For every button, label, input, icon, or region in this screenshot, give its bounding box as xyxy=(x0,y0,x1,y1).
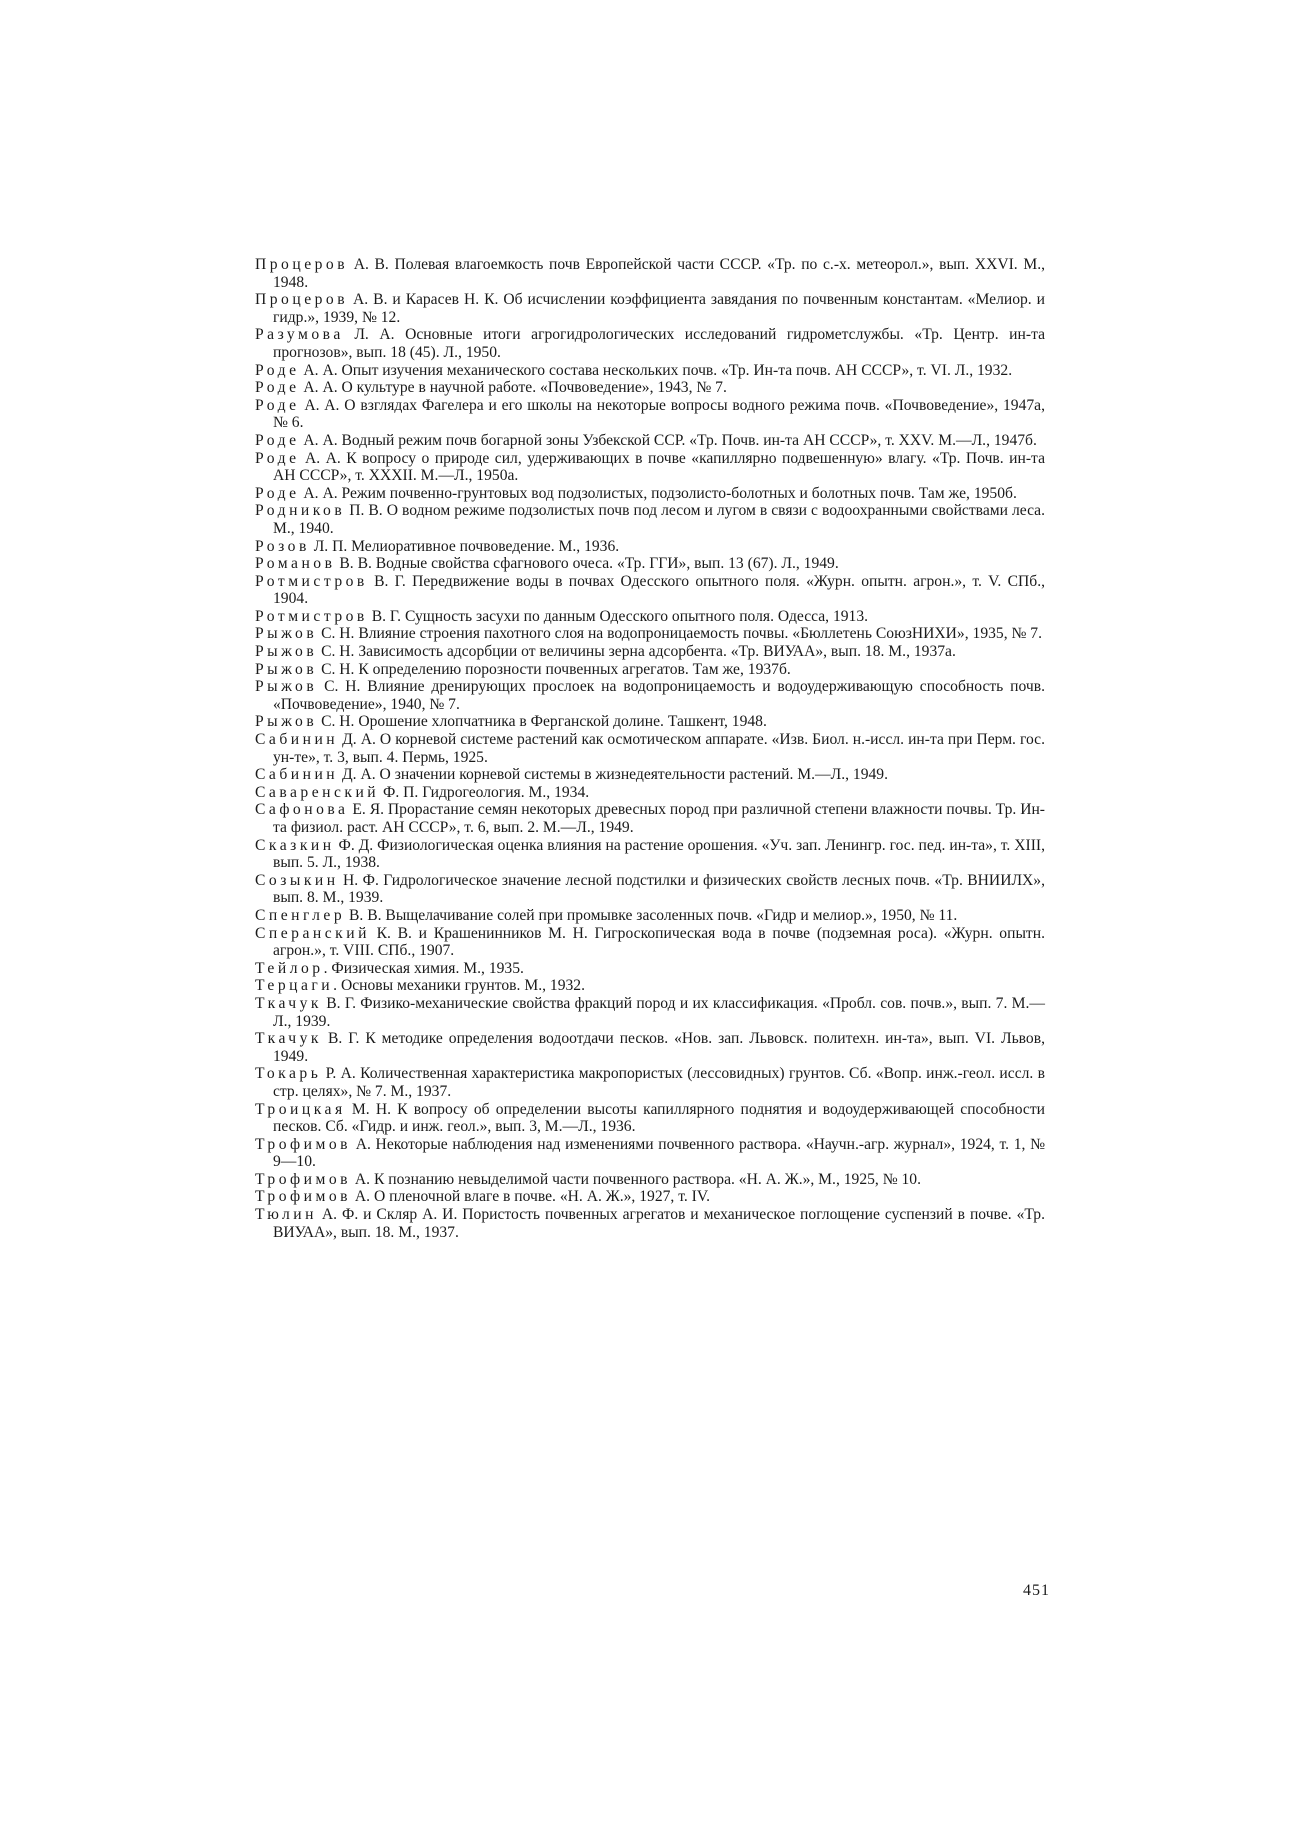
bibliography-entry xyxy=(255,1206,1045,1241)
entry-details: В. В. Водные свойства сфагнового очеса. «Тр. ГГИ», вып. 13 (67). Л., 1949. xyxy=(335,555,839,573)
bibliography-entry xyxy=(255,1030,1045,1065)
bibliography-entry xyxy=(255,326,1045,361)
entry-author: Роде xyxy=(255,396,300,414)
bibliography-entry xyxy=(255,485,1045,503)
bibliography-entry xyxy=(255,1101,1045,1136)
entry-details: В. Г. Физико-механические свойства фракций пород и их классификация. «Пробл. сов. почв.», вып. 7. М.—Л., 1939. xyxy=(273,994,1045,1030)
entry-author: Рыжов xyxy=(255,643,318,661)
entry-details: С. Н. Орошение хлопчатника в Ферганской долине. Ташкент, 1948. xyxy=(317,713,767,731)
entry-author: Родников xyxy=(255,502,346,520)
entry-author: Роде xyxy=(255,361,300,379)
entry-author: Трофимов xyxy=(255,1135,352,1153)
bibliography-entry xyxy=(255,960,1045,978)
entry-author: Рыжов xyxy=(255,678,318,696)
entry-details: . Основы механики грунтов. М., 1932. xyxy=(333,977,585,995)
entry-details: А. А. О взглядах Фагелера и его школы на некоторые вопросы водного режима почв. «Почвоведение», 1947а, № 6. xyxy=(273,396,1045,432)
entry-details: С. Н. Зависимость адсорбции от величины зерна адсорбента. «Тр. ВИУАА», вып. 18. М., 1937а. xyxy=(317,643,956,661)
bibliography-entry xyxy=(255,379,1045,397)
bibliography-entry xyxy=(255,1171,1045,1189)
bibliography-entry xyxy=(255,625,1045,643)
bibliography-entry xyxy=(255,256,1045,291)
bibliography-entry xyxy=(255,555,1045,573)
entry-author: Саваренский xyxy=(255,783,380,801)
entry-details: А. Некоторые наблюдения над изменениями почвенного раствора. «Научн.-агр. журнал», 1924, т. 1, № 9—10. xyxy=(273,1135,1045,1171)
entry-details: С. Н. Влияние дренирующих прослоек на водопроницаемость и водоудерживающую способность почв. «Почвоведение», 1940, № 7. xyxy=(273,678,1045,713)
entry-author: Созыкин xyxy=(255,871,339,889)
entry-author: Троицкая xyxy=(255,1100,346,1118)
entry-author: Сабинин xyxy=(255,731,339,749)
bibliography-entry xyxy=(255,995,1045,1030)
bibliography-entry xyxy=(255,678,1045,713)
entry-details: А. А. Режим почвенно-грунтовых вод подзолистых, подзолисто-болотных и болотных почв. Там же, 1950б. xyxy=(299,484,1017,502)
entry-details: А. Ф. и Скляр А. И. Пористость почвенных агрегатов и механическое поглощение суспензий в почве. «Тр. ВИУАА», вып. 18. М., 1937. xyxy=(273,1206,1045,1241)
bibliography-entry xyxy=(255,538,1045,556)
entry-details: П. В. О водном режиме подзолистых почв под лесом и лугом в связи с водоохранными свойствами леса. М., 1940. xyxy=(273,502,1045,537)
bibliography-entry xyxy=(255,872,1045,907)
bibliography-entry xyxy=(255,1188,1045,1206)
entry-author: Тюлин xyxy=(255,1206,317,1224)
entry-author: Рыжов xyxy=(255,713,318,731)
bibliography-entry xyxy=(255,502,1045,537)
entry-author: Разумова xyxy=(255,326,344,344)
entry-author: Ткачук xyxy=(255,1030,322,1048)
entry-details: Л. А. Основные итоги агрогидрологических исследований гидрометслужбы. «Тр. Центр. ин-та прогнозов», вып. 18 (45). Л., 1950. xyxy=(273,326,1045,361)
bibliography-entry xyxy=(255,801,1045,836)
entry-author: Трофимов xyxy=(255,1188,352,1206)
bibliography-entry xyxy=(255,643,1045,661)
bibliography-entry xyxy=(255,784,1045,802)
entry-details: А. А. О культуре в научной работе. «Почвоведение», 1943, № 7. xyxy=(299,379,727,397)
entry-author: Романов xyxy=(255,555,336,573)
entry-details: Д. А. О корневой системе растений как осмотическом аппарате. «Изв. Биол. н.-иссл. ин-та при Перм. гос. ун-те», т. 3, вып. 4. Пермь, 1925. xyxy=(273,731,1045,766)
entry-author: Сафонова xyxy=(255,801,349,819)
bibliography-entry xyxy=(255,907,1045,925)
entry-details: Ф. П. Гидрогеология. М., 1934. xyxy=(379,783,590,801)
entry-author: Токарь xyxy=(255,1065,322,1083)
entry-details: Н. Ф. Гидрологическое значение лесной подстилки и физических свойств лесных почв. «Тр. ВНИИЛХ», вып. 8. М., 1939. xyxy=(273,871,1045,907)
entry-details: Р. А. Количественная характеристика макропористых (лессовидных) грунтов. Сб. «Вопр. инж.-геол. иссл. в стр. целях», № 7. М., 1937. xyxy=(273,1065,1045,1100)
entry-details: Л. П. Мелиоративное почвоведение. М., 1936. xyxy=(309,537,620,555)
bibliography-entry xyxy=(255,661,1045,679)
entry-author: Процеров xyxy=(255,256,349,273)
bibliography-entry xyxy=(255,977,1045,995)
entry-author: Процеров xyxy=(255,291,349,309)
bibliography-entry xyxy=(255,291,1045,326)
entry-author: Тейлор xyxy=(255,959,324,977)
entry-details: . Физическая химия. М., 1935. xyxy=(323,959,524,977)
bibliography-entry xyxy=(255,925,1045,960)
entry-details: Ф. Д. Физиологическая оценка влияния на растение орошения. «Уч. зап. Ленингр. гос. пед. ин-та», т. XIII, вып. 5. Л., 1938. xyxy=(273,836,1045,872)
bibliography-entry xyxy=(255,432,1045,450)
entry-details: С. Н. Влияние строения пахотного слоя на водопроницаемость почвы. «Бюллетень СоюзНИХИ», 1935, № 7. xyxy=(317,625,1042,643)
entry-author: Роде xyxy=(255,431,300,449)
entry-author: Сперанский xyxy=(255,924,370,942)
bibliography-entry xyxy=(255,573,1045,608)
entry-author: Сабинин xyxy=(255,766,339,784)
entry-details: А. А. Опыт изучения механического состава нескольких почв. «Тр. Ин-та почв. АН СССР», т. VI. Л., 1932. xyxy=(299,361,1013,379)
bibliography-entry xyxy=(255,713,1045,731)
entry-details: Е. Я. Прорастание семян некоторых древесных пород при различной степени влажности почвы. Тр. Ин-та физиол. раст. АН СССР», т. 6, вып. 2. М.—Л., 1949. xyxy=(273,801,1045,836)
bibliography-list xyxy=(255,256,1045,1241)
entry-author: Спенглер xyxy=(255,906,346,924)
bibliography-entry xyxy=(255,731,1045,766)
bibliography-entry xyxy=(255,397,1045,432)
entry-author: Ротмистров xyxy=(255,572,368,590)
entry-author: Роде xyxy=(255,484,300,502)
entry-author: Трофимов xyxy=(255,1170,352,1188)
page-number: 451 xyxy=(1023,1582,1050,1599)
bibliography-entry xyxy=(255,450,1045,485)
entry-author: Ротмистров xyxy=(255,607,368,625)
entry-details: В. Г. К методике определения водоотдачи песков. «Нов. зап. Львовск. политехн. ин-та», вып. VI. Львов, 1949. xyxy=(273,1030,1045,1065)
bibliography-entry xyxy=(255,766,1045,784)
entry-author: Розов xyxy=(255,537,310,555)
entry-author: Роде xyxy=(255,449,300,467)
entry-details: В. В. Выщелачивание солей при промывке засоленных почв. «Гидр и мелиор.», 1950, № 11. xyxy=(345,906,958,924)
entry-author: Рыжов xyxy=(255,660,318,678)
entry-details: А. А. Водный режим почв богарной зоны Узбекской ССР. «Тр. Почв. ин-та АН СССР», т. XXV. М.—Л., 1947б. xyxy=(299,431,1037,449)
bibliography-entry xyxy=(255,837,1045,872)
entry-details: В. Г. Сущность засухи по данным Одесского опытного поля. Одесса, 1913. xyxy=(367,607,869,625)
entry-details: А. О пленочной влаге в почве. «Н. А. Ж.», 1927, т. IV. xyxy=(351,1188,710,1206)
entry-details: А. К познанию невыделимой части почвенного раствора. «Н. А. Ж.», М., 1925, № 10. xyxy=(351,1170,921,1188)
entry-author: Терцаги xyxy=(255,977,334,995)
bibliography-entry xyxy=(255,362,1045,380)
entry-author: Ткачук xyxy=(255,994,322,1012)
entry-details: Д. А. О значении корневой системы в жизнедеятельности растений. М.—Л., 1949. xyxy=(338,766,888,784)
bibliography-entry xyxy=(255,1065,1045,1100)
entry-author: Рыжов xyxy=(255,625,318,643)
entry-details: А. А. К вопросу о природе сил, удерживающих в почве «капиллярно подвешенную» влагу. «Тр. Почв. ин-та АН СССР», т. XXXII. М.—Л., 1950а. xyxy=(273,449,1045,485)
bibliography-entry xyxy=(255,608,1045,626)
entry-details: М. Н. К вопросу об определении высоты капиллярного поднятия и водоудерживающей способности песков. Сб. «Гидр. и инж. геол.», вып. 3, М.—Л., 1936. xyxy=(273,1100,1045,1136)
entry-details: А. В. Полевая влагоемкость почв Европейской части СССР. «Тр. по с.-х. метеорол.», вып. XXVI. М., 1948. xyxy=(273,256,1045,291)
entry-details: В. Г. Передвижение воды в почвах Одесского опытного поля. «Журн. опытн. агрон.», т. V. СПб., 1904. xyxy=(273,572,1045,608)
entry-author: Роде xyxy=(255,379,300,397)
bibliography-entry xyxy=(255,1136,1045,1171)
entry-author: Сказкин xyxy=(255,836,335,854)
entry-details: С. Н. К определению порозности почвенных агрегатов. Там же, 1937б. xyxy=(317,660,791,678)
entry-details: А. В. и Карасев Н. К. Об исчислении коэффициента завядания по почвенным константам. «Мелиор. и гидр.», 1939, № 12. xyxy=(273,291,1045,326)
entry-details: К. В. и Крашенинников М. Н. Гигроскопическая вода в почве (подземная роса). «Журн. опытн. агрон.», т. VIII. СПб., 1907. xyxy=(273,924,1045,960)
